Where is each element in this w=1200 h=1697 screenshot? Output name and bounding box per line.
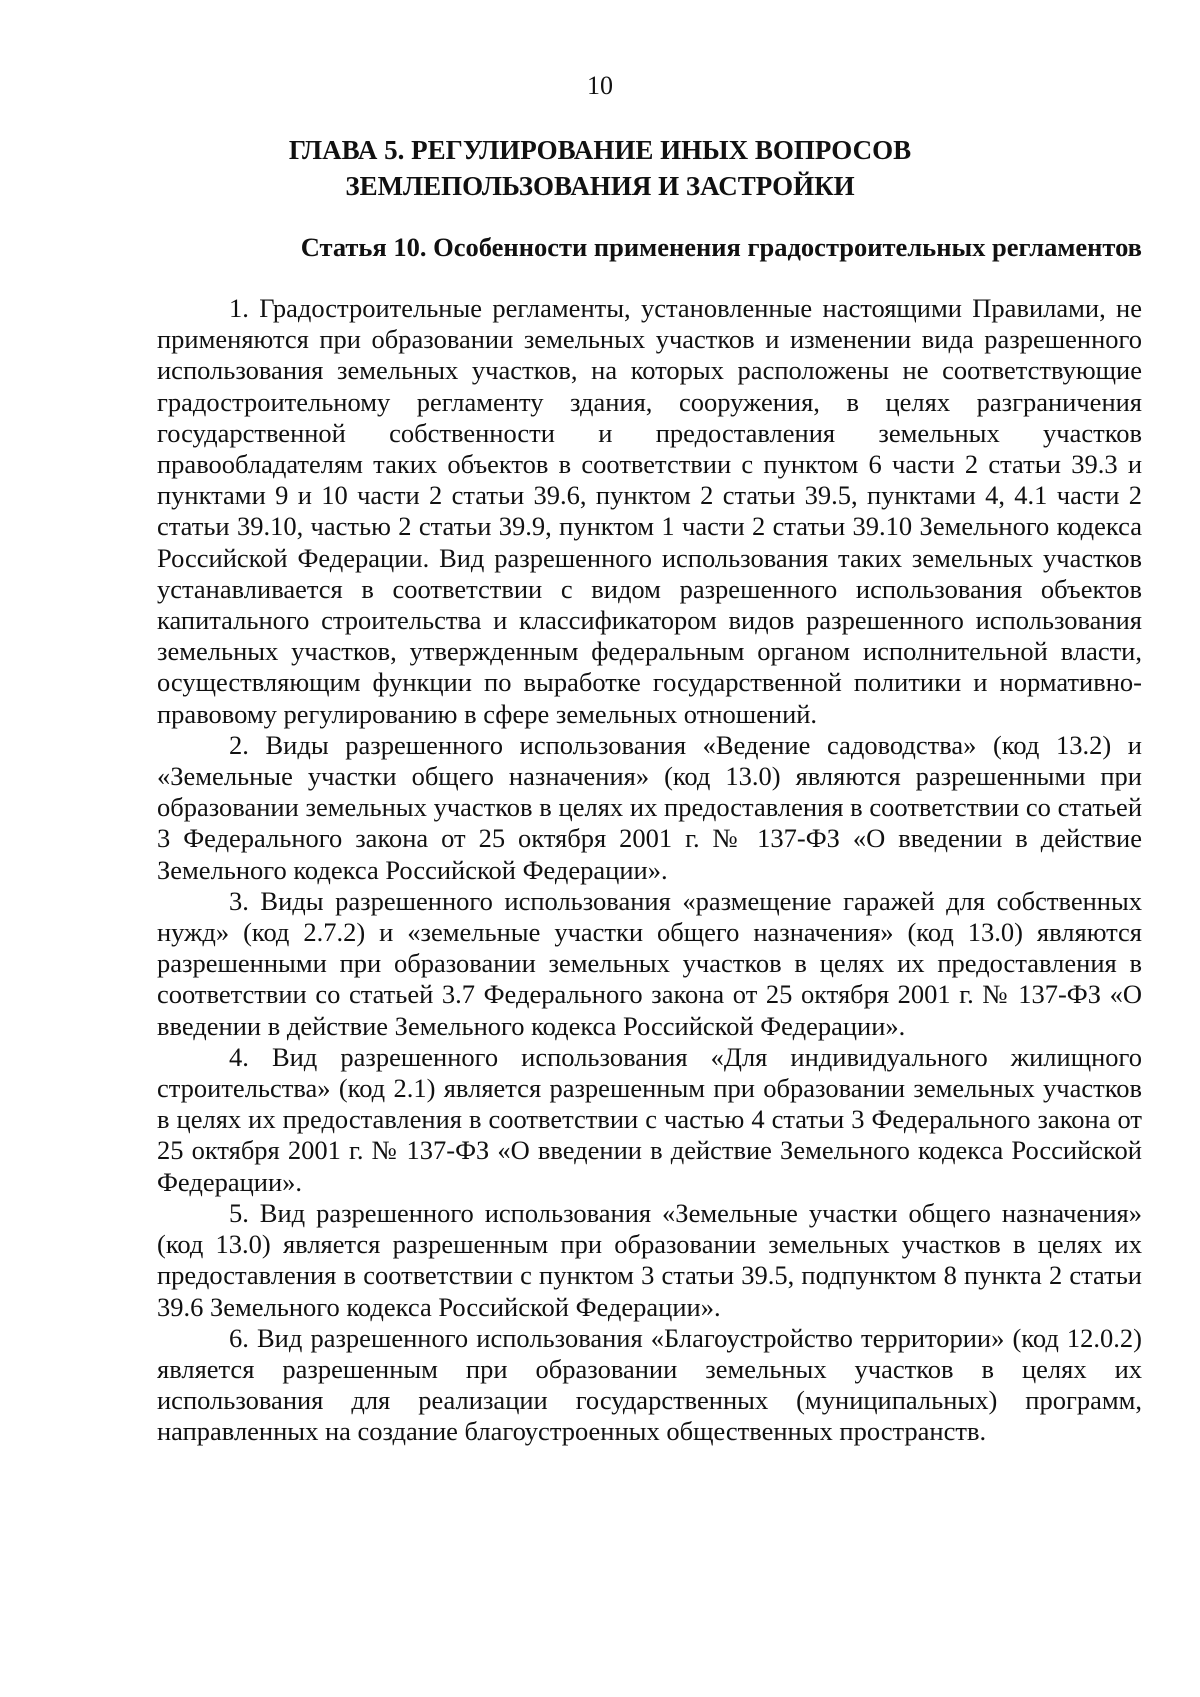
paragraph-3: 3. Виды разрешенного использования «размещение гаражей для собственных нужд» (код 2.7.2) и «земельные участки общего назначения» (код 13.0) являются разрешенными при образовании земельных участков в целях их предоставления в соответствии со статьей 3.7 Федерального закона от 25 октября 2001 г. № 137-ФЗ «О введении в действие Земельного кодекса Российской Федерации». [157, 885, 1142, 1041]
paragraph-5: 5. Вид разрешенного использования «Земельные участки общего назначения» (код 13.0) является разрешенным при образовании земельных участков в целях их предоставления в соответствии с пунктом 3 статьи 39.5, подпунктом 8 пункта 2 статьи 39.6 Земельного кодекса Российской Федерации». [157, 1197, 1142, 1322]
article-body [157, 293, 1142, 1448]
chapter-title-line-2: ЗЕМЛЕПОЛЬЗОВАНИЯ И ЗАСТРОЙКИ [345, 171, 855, 201]
paragraph-2: 2. Виды разрешенного использования «Ведение садоводства» (код 13.2) и «Земельные участки общего назначения» (код 13.0) являются разрешенными при образовании земельных участков в целях их предоставления в соответствии со статьей 3 Федерального закона от 25 октября 2001 г. № 137-ФЗ «О введении в действие Земельного кодекса Российской Федерации». [157, 729, 1142, 885]
paragraph-1: 1. Градостроительные регламенты, установленные настоящими Правилами, не применяются при образовании земельных участков и изменении вида разрешенного использования земельных участков, на которых расположены не соответствующие градостроительному регламенту здания, сооружения, в целях разграничения государственной собственности и предоставления земельных участков правообладателям таких объектов в соответствии с пунктом 6 части 2 статьи 39.3 и пунктами 9 и 10 части 2 статьи 39.6, пунктом 2 статьи 39.5, пунктами 4, 4.1 части 2 статьи 39.10, частью 2 статьи 39.9, пунктом 1 части 2 статьи 39.10 Земельного кодекса Российской Федерации. Вид разрешенного использования таких земельных участков устанавливается в соответствии с видом разрешенного использования объектов капитального строительства и классификатором видов разрешенного использования земельных участков, утвержденным федеральным органом исполнительной власти, осуществляющим функции по выработке государственной политики и нормативно-правовому регулированию в сфере земельных отношений. [157, 293, 1142, 729]
paragraph-6: 6. Вид разрешенного использования «Благоустройство территории» (код 12.0.2) является разрешенным при образовании земельных участков в целях их использования для реализации государственных (муниципальных) программ, направленных на создание благоустроенных общественных пространств. [157, 1322, 1142, 1447]
article-title: Статья 10. Особенности применения градостроительных регламентов [300, 232, 1142, 262]
chapter-title-line-1: ГЛАВА 5. РЕГУЛИРОВАНИЕ ИНЫХ ВОПРОСОВ [288, 135, 912, 165]
page-number: 10 [587, 71, 613, 100]
chapter-title [150, 132, 1050, 204]
paragraph-4: 4. Вид разрешенного использования «Для индивидуального жилищного строительства» (код 2.1) является разрешенным при образовании земельных участков в целях их предоставления в соответствии с частью 4 статьи 3 Федерального закона от 25 октября 2001 г. № 137-ФЗ «О введении в действие Земельного кодекса Российской Федерации». [157, 1041, 1142, 1197]
